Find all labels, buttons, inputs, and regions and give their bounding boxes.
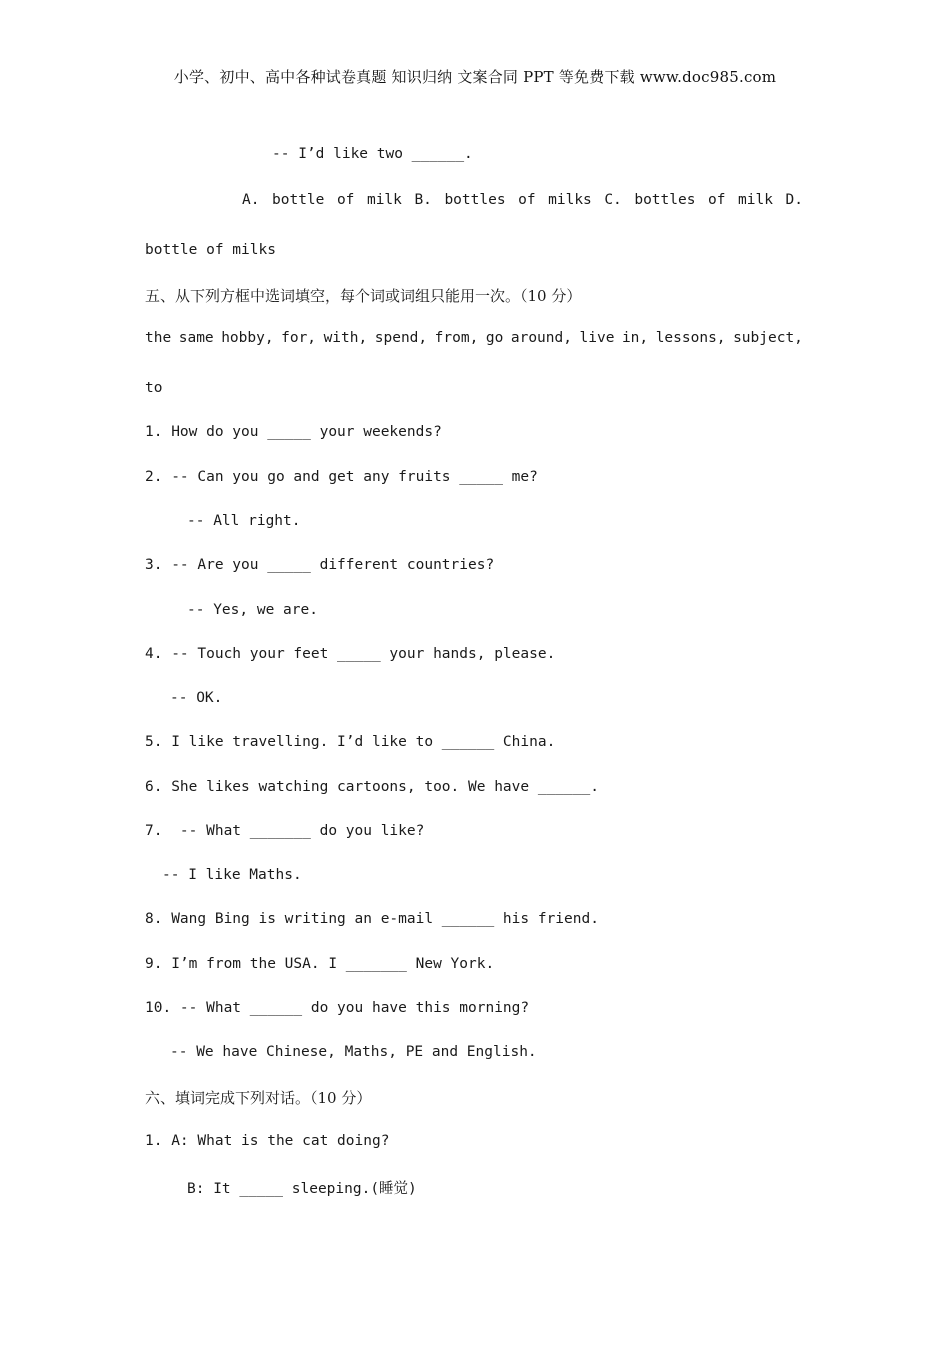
word-bank-word: subject, (733, 330, 803, 346)
options-word: bottles (444, 192, 506, 208)
question-line: 3. -- Are you _____ different countries? (145, 557, 495, 573)
word-bank-continuation: to (145, 380, 163, 396)
word-bank-word: for, (281, 330, 317, 346)
response-line: -- We have Chinese, Maths, PE and English. (170, 1044, 537, 1060)
options-word: milk (738, 192, 773, 208)
word-bank-word: hobby, (221, 330, 274, 346)
options-word: of (518, 192, 536, 208)
question-line: 8. Wang Bing is writing an e-mail ______ his friend. (145, 911, 599, 927)
word-bank-word: around, (510, 330, 572, 346)
question-line: 4. -- Touch your feet _____ your hands, please. (145, 646, 556, 662)
options-continuation: bottle of milks (145, 242, 276, 258)
options-word: A. (242, 192, 260, 208)
question-line: 2. -- Can you go and get any fruits _____ me? (145, 469, 538, 485)
question-line: 7. -- What _______ do you like? (145, 823, 425, 839)
question-line: 9. I’m from the USA. I _______ New York. (145, 956, 495, 972)
word-bank-word: from, (434, 330, 479, 346)
question-line: 10. -- What ______ do you have this morning? (145, 1000, 530, 1016)
question-line: 5. I like travelling. I’d like to ______ China. (145, 734, 556, 750)
page-header: 小学、初中、高中各种试卷真题 知识归纳 文案合同 PPT 等免费下载 www.doc985.com (173, 68, 777, 86)
options-line (242, 192, 803, 208)
word-bank-word: lessons, (655, 330, 726, 346)
word-bank-word: with, (323, 330, 368, 346)
options-word: milk (366, 192, 402, 208)
options-word: of (336, 192, 355, 208)
options-word: D. (785, 192, 803, 208)
question-line: 1. How do you _____ your weekends? (145, 424, 442, 440)
word-bank-word: same (178, 330, 214, 346)
section6-title: 六、填词完成下列对话。（10 分） (145, 1089, 372, 1107)
response-line: -- OK. (170, 690, 223, 706)
response-line: -- Yes, we are. (187, 602, 318, 618)
word-bank-word: in, (621, 330, 649, 346)
response-line: B: It _____ sleeping.(睡觉) (187, 1181, 417, 1197)
word-bank-word: live (579, 330, 615, 346)
options-word: milks (548, 192, 592, 208)
section5-title: 五、从下列方框中选词填空，每个词或词组只能用一次。（10 分） (145, 287, 582, 305)
options-word: of (708, 192, 726, 208)
options-word: bottle (272, 192, 325, 208)
word-bank-word: spend, (374, 330, 428, 346)
word-bank-word: the (145, 330, 172, 346)
response-line: -- I like Maths. (162, 867, 302, 883)
word-bank-word: go (485, 330, 504, 346)
response-line: -- All right. (187, 513, 301, 529)
question-line: 6. She likes watching cartoons, too. We have ______. (145, 779, 599, 795)
options-word: B. (414, 192, 432, 208)
question-line: 1. A: What is the cat doing? (145, 1133, 390, 1149)
word-bank-line (145, 330, 803, 346)
answer-line: -- I’d like two ______. (272, 146, 473, 162)
options-word: bottles (634, 192, 696, 208)
options-word: C. (604, 192, 622, 208)
